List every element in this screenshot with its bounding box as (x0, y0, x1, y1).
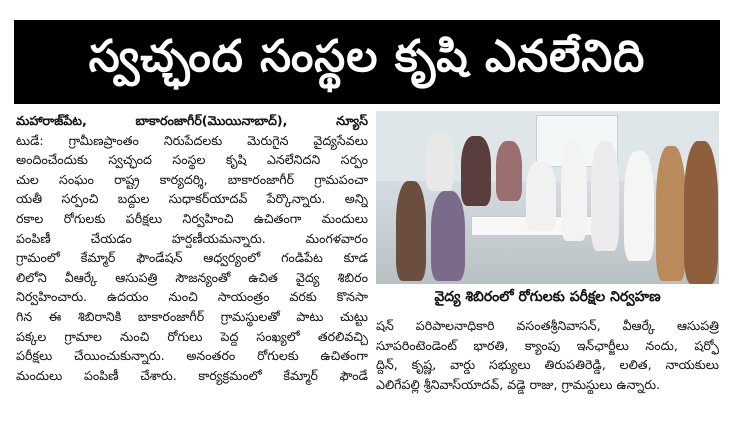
person-figure (461, 136, 491, 206)
medical-camp-photo (376, 111, 719, 284)
headline (14, 20, 720, 104)
dateline: మహారాజ్‌పేట, బాకారంజాగీర్(మొయినాబాద్), న్యూస్ (16, 113, 368, 128)
article-line: అందించేందుకు స్వచ్ఛంద సంస్థల కృషి ఎనలేనిదని సర్పం (16, 152, 368, 168)
article-line: గిన ఈ శిబిరానికి బాకారంజాగీర్ గ్రామస్థులతో పాటు చుట్టు (16, 308, 368, 324)
person-figure (396, 181, 426, 281)
article-line: పక్కల గ్రామాల నుంచి రోగులు పెద్ద సంఖ్యలో తరలివచ్చి (16, 328, 368, 344)
article-line: ఎలిగేపల్లి శ్రీనివాస్‌యాదవ్, వడ్డె రాజు, గ్రామస్థులు ఉన్నారు. (376, 376, 661, 392)
article-line: షన్ పరిపాలనాధికారి వసంతశ్రీనివాసన్, వీఆర్కే ఆసుపత్రి (376, 318, 719, 333)
person-figure (526, 161, 556, 231)
article-line: సూపరింటెండెంట్ భారతి, క్యాంపు ఇన్‌ఛార్జీలు నందు, షర్ఫో (376, 337, 719, 353)
article-line: గ్రామంలో కేమ్మార్ ఫౌండేషన్ ఆధ్వర్యంలో గండిపేట కూడ (16, 250, 368, 266)
article-left-column (16, 111, 368, 385)
article-right-column (376, 316, 719, 394)
article-line: రకాల రోగులకు పరీక్షలు నిర్వహించి ఉచితంగా మందులు (16, 210, 368, 226)
photo-caption (376, 286, 719, 310)
person-figure (431, 191, 465, 281)
article-line: పరీక్షలు చేయించుకున్నారు. అనంతరం రోగులకు ఉచితంగా (16, 348, 368, 364)
photo-caption-text: వైద్య శిబిరంలో రోగులకు పరీక్షల నిర్వహణ (434, 288, 661, 305)
article-line: పంపిణీ చేయడం హర్షణీయమన్నారు. మంగళవారం (16, 230, 368, 246)
person-figure (656, 146, 686, 281)
person-figure (426, 131, 454, 191)
article-line: యతీ సర్పంచి బద్దుల సుధాకర్‌యాదవ్ పేర్కొన్నారు. అన్ని (16, 191, 368, 207)
person-figure (591, 141, 619, 251)
headline-text: స్వచ్ఛంద సంస్థల కృషి ఎనలేనిది (88, 31, 646, 82)
article-line: మందులు పంపిణీ చేశారు. కార్యక్రమంలో కేమ్మార్ ఫౌండే (16, 367, 368, 383)
person-figure (561, 141, 587, 241)
article-line: టుడే: గ్రామీణప్రాంతం నిరుపేదలకు మెరుగైన వైద్యసేవలు (16, 132, 368, 148)
person-figure (496, 141, 522, 201)
article-line: లిలోని వీఆర్కే ఆసుపత్రి సౌజన్యంతో ఉచిత వైద్య శిబిరం (16, 269, 368, 285)
article-line: ద్దిన్, కృష్ణ, వార్డు సభ్యులు తిరుపతిరెడ్డి, లలిత, నాయకులు (376, 357, 719, 373)
article-line: చుల సంఘం రాష్ట్ర కార్యదర్శి, బాకారంజాగీర్ గ్రామపంచా (16, 171, 368, 187)
article-line: నిర్వహించారు. ఉదయం నుంచి సాయంత్రం వరకు కొనసా (16, 289, 368, 305)
person-figure (624, 151, 654, 261)
person-figure (684, 141, 718, 284)
